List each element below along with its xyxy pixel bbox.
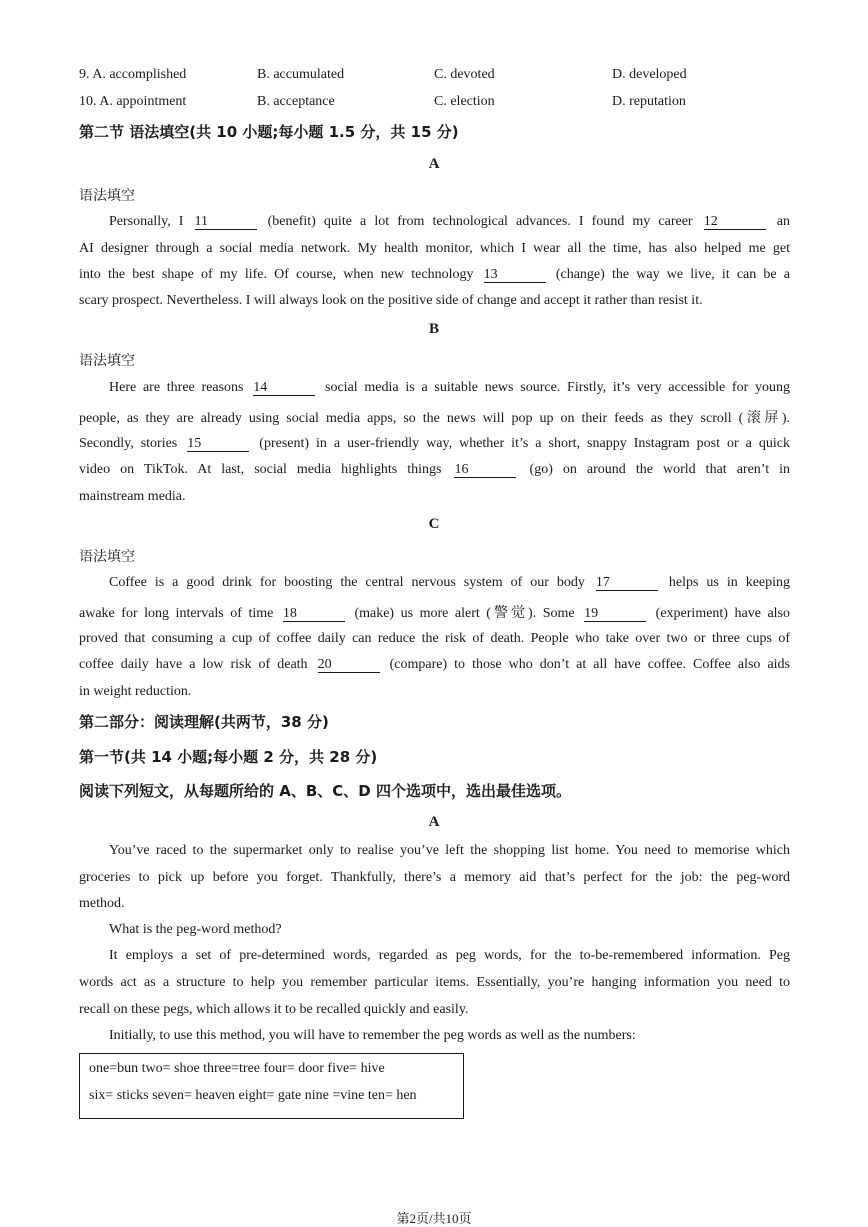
passage-b-letter: B bbox=[428, 321, 439, 337]
blank-15: 15 bbox=[187, 436, 249, 452]
option-d: D. developed bbox=[612, 67, 687, 82]
reading-a-p3-line-2: words act as a structure to help you remember particular items. Essentially, you’re hanging information you need to bbox=[79, 975, 790, 990]
peg-words-row-2: six= sticks seven= heaven eight= gate nine =vine ten= hen bbox=[89, 1088, 417, 1103]
grammar-label: 语法填空 bbox=[79, 549, 135, 565]
blank-11: 11 bbox=[195, 214, 257, 230]
option-row-10 bbox=[79, 94, 799, 116]
reading-a-p4: Initially, to use this method, you will have to remember the peg words as well as the numbers: bbox=[109, 1028, 636, 1043]
reading-a-p1-line-2: groceries to pick up before you forget. Thankfully, there’s a memory aid that’s perfect for the job: the peg-word bbox=[79, 870, 790, 885]
passage-c-letter: C bbox=[428, 516, 440, 532]
part2-title: 第二部分：阅读理解(共两节，38 分) bbox=[79, 713, 329, 731]
passage-a-line-2: AI designer through a social media network. My health monitor, which I wear all the time, has also helped me get bbox=[79, 241, 790, 256]
blank-20: 20 bbox=[318, 657, 380, 673]
grammar-label: 语法填空 bbox=[79, 188, 135, 204]
passage-a-line-1: Personally, I 11 (benefit) quite a lot from technological advances. I found my career 12 an bbox=[109, 214, 790, 229]
option-a: 10. A. appointment bbox=[79, 94, 187, 109]
reading-a-p3-line-1: It employs a set of pre-determined words, regarded as peg words, for the to-be-remembered information. Peg bbox=[109, 948, 790, 963]
option-b: B. accumulated bbox=[257, 67, 345, 82]
option-a: 9. A. accomplished bbox=[79, 67, 187, 82]
passage-b-line-2: people, as they are already using social media apps, so the news will pop up on their feeds as they scroll (滚屏). bbox=[79, 411, 790, 426]
page-footer: 第2页/共10页 bbox=[396, 1211, 472, 1226]
passage-a-line-3: into the best shape of my life. Of course, when new technology 13 (change) the way we live, it can be a bbox=[79, 267, 790, 282]
blank-13: 13 bbox=[484, 267, 546, 283]
peg-word-box bbox=[79, 1053, 464, 1119]
option-c: C. election bbox=[434, 94, 495, 109]
reading-a-letter: A bbox=[428, 814, 440, 830]
passage-b-line-1: Here are three reasons 14 social media is a suitable news source. Firstly, it’s very accessible for young bbox=[109, 380, 790, 395]
passage-b-line-4: video on TikTok. At last, social media highlights things 16 (go) on around the world that aren’t in bbox=[79, 462, 790, 477]
blank-16: 16 bbox=[454, 462, 516, 478]
blank-14: 14 bbox=[253, 380, 315, 396]
passage-c-line-3: proved that consuming a cup of coffee daily can reduce the risk of death. People who take over two or three cups of bbox=[79, 631, 790, 646]
option-b: B. acceptance bbox=[257, 94, 335, 109]
option-c: C. devoted bbox=[434, 67, 495, 82]
peg-words-row-1: one=bun two= shoe three=tree four= door five= hive bbox=[89, 1061, 385, 1076]
section2-title: 第二节 语法填空(共 10 小题;每小题 1.5 分，共 15 分) bbox=[79, 123, 459, 141]
passage-c-line-5: in weight reduction. bbox=[79, 684, 192, 699]
passage-b-line-5: mainstream media. bbox=[79, 489, 186, 504]
blank-18: 18 bbox=[283, 606, 345, 622]
passage-b-line-3: Secondly, stories 15 (present) in a user-friendly way, whether it’s a short, snappy Instagram post or a quick bbox=[79, 436, 790, 451]
blank-12: 12 bbox=[704, 214, 766, 230]
reading-a-p1-line-3: method. bbox=[79, 896, 125, 911]
option-d: D. reputation bbox=[612, 94, 686, 109]
passage-a-line-4: scary prospect. Nevertheless. I will always look on the positive side of change and accept it rather than resist it. bbox=[79, 293, 703, 308]
passage-c-line-2: awake for long intervals of time 18 (make) us more alert (警觉). Some 19 (experiment) have also bbox=[79, 606, 790, 621]
option-row-9 bbox=[79, 67, 799, 89]
reading-a-p1-line-1: You’ve raced to the supermarket only to realise you’ve left the shopping list home. You need to memorise which bbox=[109, 843, 790, 858]
part2-section1-title: 第一节(共 14 小题;每小题 2 分，共 28 分) bbox=[79, 748, 378, 766]
passage-c-line-1: Coffee is a good drink for boosting the central nervous system of our body 17 helps us in keeping bbox=[109, 575, 790, 590]
reading-a-p2: What is the peg-word method? bbox=[109, 922, 282, 937]
passage-a-letter: A bbox=[428, 156, 440, 172]
part2-instructions: 阅读下列短文，从每题所给的 A、B、C、D 四个选项中，选出最佳选项。 bbox=[79, 782, 571, 800]
grammar-label: 语法填空 bbox=[79, 353, 135, 369]
blank-19: 19 bbox=[584, 606, 646, 622]
passage-c-line-4: coffee daily have a low risk of death 20 (compare) to those who don’t at all have coffee. Coffee also aids bbox=[79, 657, 790, 672]
reading-a-p3-line-3: recall on these pegs, which allows it to be recalled quickly and easily. bbox=[79, 1002, 469, 1017]
blank-17: 17 bbox=[596, 575, 658, 591]
